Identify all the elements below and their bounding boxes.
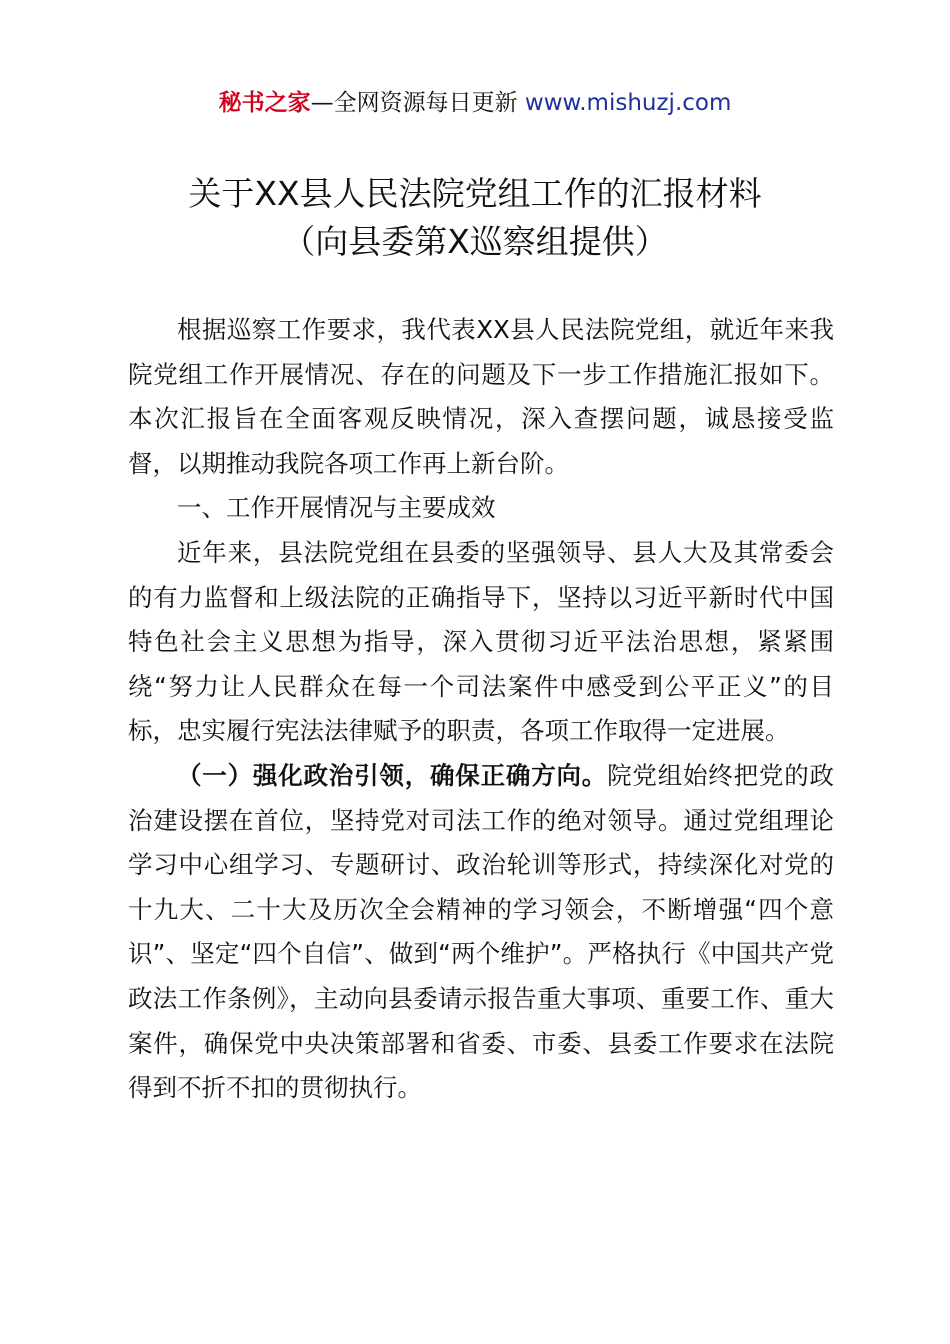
section1-paragraph xyxy=(128,754,834,1111)
title-line-1: 关于XX县人民法院党组工作的汇报材料 xyxy=(188,174,762,213)
overview-paragraph: 近年来，县法院党组在县委的坚强领导、县人大及其常委会的有力监督和上级法院的正确指导下，坚持以习近平新时代中国特色社会主义思想为指导，深入贯彻习近平法治思想，紧紧围绕“努力让人民群众在每一个司法案件中感受到公平正义”的目标，忠实履行宪法法律赋予的职责，各项工作取得一定进展。 xyxy=(128,537,834,746)
section-heading: 一、工作开展情况与主要成效 xyxy=(177,493,496,523)
site-brand: 秘书之家 xyxy=(218,90,311,116)
intro-paragraph: 根据巡察工作要求，我代表XX县人民法院党组，就近年来我院党组工作开展情况、存在的问题及下一步工作措施汇报如下。本次汇报旨在全面客观反映情况，深入查摆问题，诚恳接受监督，以期推动我院各项工作再上新台阶。 xyxy=(128,315,834,478)
section1-lead: （一）强化政治引领，确保正确方向。 xyxy=(177,760,608,790)
site-url-link[interactable]: www.mishuzj.com xyxy=(524,90,732,116)
section1-text: 院党组始终把党的政治建设摆在首位，坚持党对司法工作的绝对领导。通过党组理论学习中心组学习、专题研讨、政治轮训等形式，持续深化对党的十九大、二十大及历次全会精神的学习领会，不断增强“四个意识”、坚定“四个自信”、做到“两个维护”。严格执行《中国共产党政法工作条例》，主动向县委请示报告重大事项、重要工作、重大案件，确保党中央决策部署和省委、市委、县委工作要求在法院得到不折不扣的贯彻执行。 xyxy=(128,760,835,1103)
site-header xyxy=(0,86,950,120)
title-line-2: （向县委第X巡察组提供） xyxy=(282,222,668,261)
document-body xyxy=(128,308,834,1111)
site-slogan: —全网资源每日更新 xyxy=(310,90,525,116)
document-title xyxy=(0,170,950,266)
